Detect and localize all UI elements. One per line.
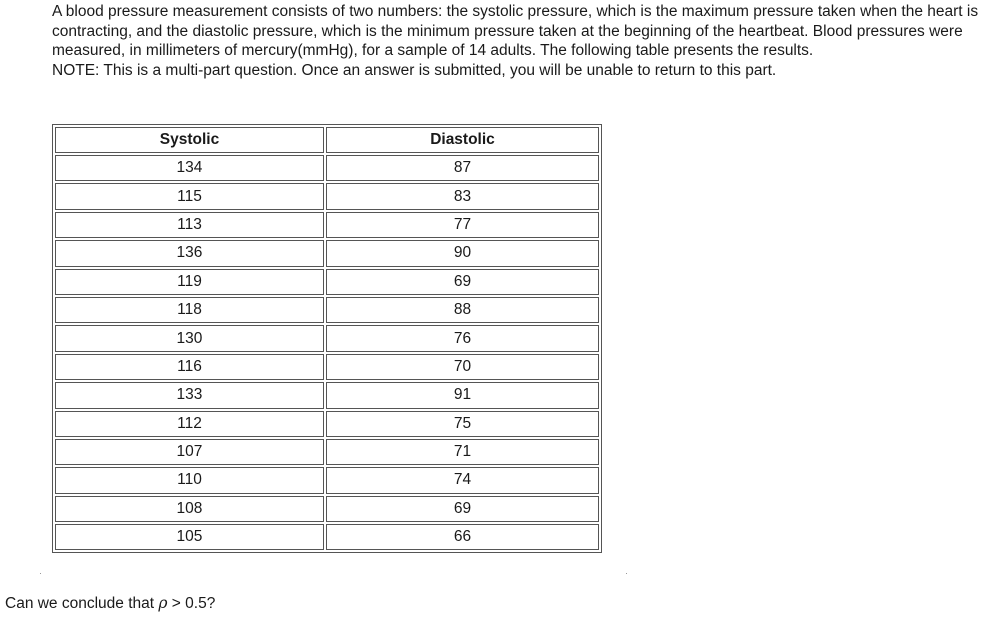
- diastolic-cell: 69: [326, 269, 599, 295]
- table-row: [55, 467, 599, 493]
- table-row: [55, 183, 599, 209]
- diastolic-cell: 74: [326, 467, 599, 493]
- systolic-cell: 133: [55, 382, 324, 408]
- table-body: [55, 155, 599, 550]
- note-text: NOTE: This is a multi-part question. Once an answer is submitted, you will be unable to return to this part.: [52, 61, 777, 79]
- table-row: [55, 212, 599, 238]
- diastolic-cell: 66: [326, 524, 599, 550]
- table-row: [55, 325, 599, 351]
- diastolic-cell: 69: [326, 496, 599, 522]
- table-row: [55, 297, 599, 323]
- table-row: [55, 269, 599, 295]
- blood-pressure-table: [52, 124, 602, 553]
- systolic-cell: 136: [55, 240, 324, 266]
- systolic-cell: 107: [55, 439, 324, 465]
- question-prefix: Can we conclude that: [5, 595, 159, 612]
- problem-statement: [52, 2, 996, 80]
- systolic-cell: 110: [55, 467, 324, 493]
- header-diastolic: Diastolic: [326, 127, 599, 153]
- table-row: [55, 354, 599, 380]
- diastolic-cell: 70: [326, 354, 599, 380]
- diastolic-cell: 87: [326, 155, 599, 181]
- diastolic-cell: 71: [326, 439, 599, 465]
- header-systolic: Systolic: [55, 127, 324, 153]
- table-row: [55, 155, 599, 181]
- question-text: [5, 594, 215, 613]
- systolic-cell: 130: [55, 325, 324, 351]
- divider-dot-right: [626, 573, 627, 574]
- systolic-cell: 112: [55, 411, 324, 437]
- table-row: [55, 411, 599, 437]
- table-row: [55, 382, 599, 408]
- table-header-row: [55, 127, 599, 153]
- table-row: [55, 240, 599, 266]
- diastolic-cell: 88: [326, 297, 599, 323]
- question-suffix: > 0.5?: [167, 595, 216, 612]
- intro-paragraph: A blood pressure measurement consists of two numbers: the systolic pressure, which is the maximum pressure taken when the heart is contracting, and the diastolic pressure, which is the minimum pressure taken at the beginning of the heartbeat. Blood pressures were measured, in millimeters of mercury(mmHg), for a sample of 14 adults. The following table presents the results.: [52, 3, 979, 60]
- rho-symbol: ρ: [158, 594, 168, 612]
- diastolic-cell: 77: [326, 212, 599, 238]
- systolic-cell: 116: [55, 354, 324, 380]
- diastolic-cell: 75: [326, 411, 599, 437]
- divider-dot-left: [40, 573, 41, 574]
- table-row: [55, 496, 599, 522]
- diastolic-cell: 91: [326, 382, 599, 408]
- systolic-cell: 105: [55, 524, 324, 550]
- systolic-cell: 115: [55, 183, 324, 209]
- systolic-cell: 119: [55, 269, 324, 295]
- diastolic-cell: 83: [326, 183, 599, 209]
- table-row: [55, 439, 599, 465]
- diastolic-cell: 90: [326, 240, 599, 266]
- diastolic-cell: 76: [326, 325, 599, 351]
- systolic-cell: 134: [55, 155, 324, 181]
- systolic-cell: 118: [55, 297, 324, 323]
- systolic-cell: 108: [55, 496, 324, 522]
- table-row: [55, 524, 599, 550]
- systolic-cell: 113: [55, 212, 324, 238]
